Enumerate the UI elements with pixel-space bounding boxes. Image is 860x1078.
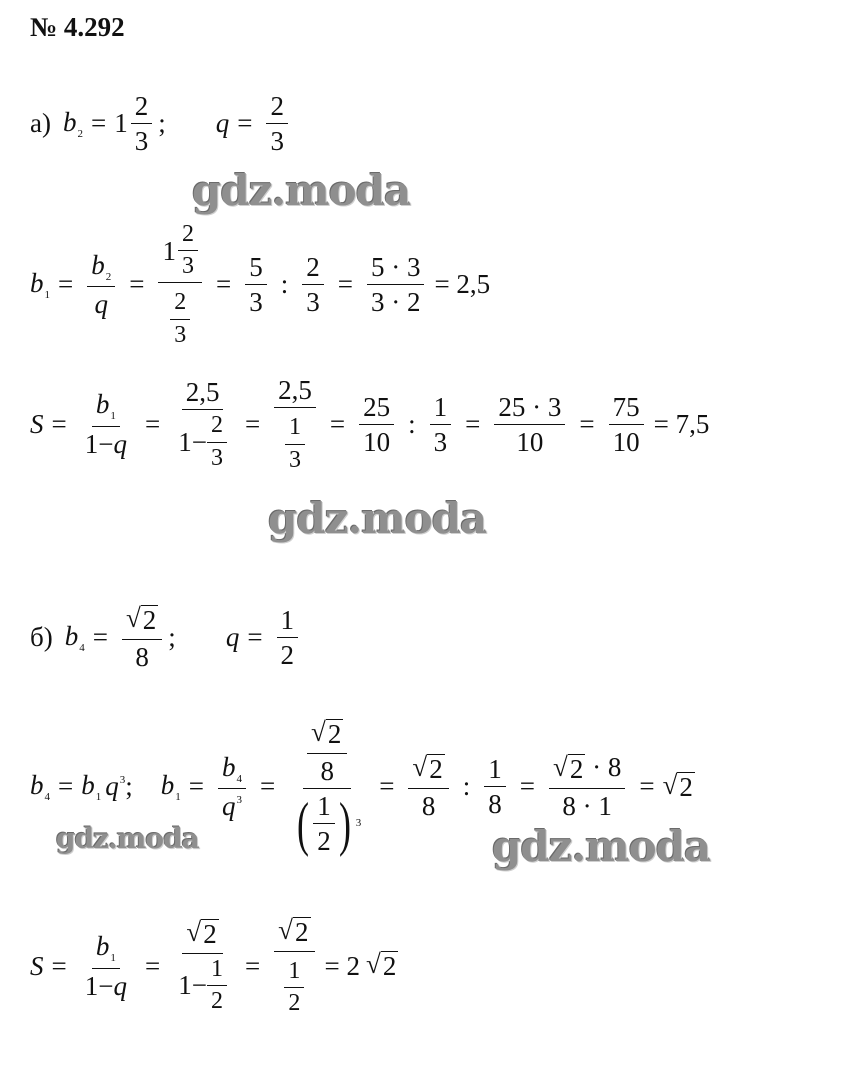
fraction: √ 2 · 8 8 · 1 (549, 753, 625, 820)
part-b-given: б) $b_4$ = √ 2 8 ; q = $\frac{1}{2}$ (30, 604, 304, 671)
fraction: $\frac{b_1}{1-q}$ (84, 931, 127, 1001)
var-b2: $b_2$ (62, 107, 83, 141)
fraction: $\frac{2}{3}$ (266, 92, 288, 156)
fraction: $\frac{25}{10}$ (359, 393, 394, 457)
fraction: $\frac{2}{3}$ (302, 253, 324, 317)
var-S: S (30, 408, 44, 439)
complex-fraction: √ 2 $\frac{1}{2}$ (274, 916, 314, 1016)
watermark: gdz.moda (268, 494, 487, 543)
var-q: q (225, 622, 240, 653)
part-a-sum-calc: S = $\frac{b_1}{1-q}$ = 2,5 1− $\frac{2}{3}$ = $\frac{2,5}{\frac{1}{3}}$ = $\frac{25}{10}$ : $\frac{1}{3}$ = $\frac{25 \cdot 3}{10}$ = $\frac{75}{10}$ = 7,5 (30, 375, 710, 473)
part-b-sum-calc: S = $\frac{b_1}{1-q}$ = √ 2 1− $\frac{1}{2}$ = √ 2 $\frac{1}{2}$ = 2 √ 2 (30, 915, 397, 1016)
fraction: $\frac{75}{10}$ (609, 393, 644, 457)
watermark: gdz.moda (56, 822, 199, 855)
fraction: $\frac{b_4}{q^3}$ (218, 753, 246, 821)
complex-fraction: $\frac{2,5}{\frac{1}{3}}$ (274, 376, 316, 473)
fraction: √ 2 8 (122, 604, 162, 671)
var-b4: $b_4$ (64, 621, 85, 655)
sqrt-sign: √ 2 (365, 948, 397, 981)
fraction: √ 2 8 (408, 753, 448, 820)
complex-fraction: √ 2 1− $\frac{1}{2}$ (174, 918, 231, 1014)
fraction: $\frac{b_1}{1-q}$ (84, 389, 127, 459)
problem-title: № 4.292 (30, 12, 125, 42)
fraction: $\frac{5 \cdot 3}{3 \cdot 2}$ (367, 253, 425, 317)
watermark: gdz.moda (492, 822, 711, 871)
complex-fraction: 2,5 1− $\frac{2}{3}$ (174, 378, 231, 471)
part-a-given: а) $b_2$ = 1 $\frac{2}{3}$ ; q = $\frac{2}{3}$ (30, 92, 294, 156)
part-b-label: б) (30, 622, 53, 653)
mixed-number: 1 $\frac{2}{3}$ (114, 92, 158, 156)
part-a-label: а) (30, 108, 51, 139)
fraction: $\frac{1}{2}$ (277, 606, 299, 670)
var-q: q (215, 108, 230, 139)
fraction: $\frac{25 \cdot 3}{10}$ (494, 393, 565, 457)
sqrt-sign: √ 2 (662, 769, 693, 802)
part-b-b1-calc: $b_4$ = $b_1$ $q^3$ ; $b_1$ = $\frac{b_4}{q^3}$ = √ 2 8 ( $\frac{1}{2}$ ) 3 = √ 2 8 : $\frac{1}{8}$ = √ 2 · 8 8 · 1 = √ 2 (30, 717, 693, 857)
fraction: $\frac{b_2}{q}$ (87, 251, 115, 319)
watermark: gdz.moda (192, 166, 411, 215)
complex-fraction: √ 2 8 ( $\frac{1}{2}$ ) 3 (297, 717, 362, 857)
var-b1: $b_1$ (30, 268, 50, 302)
complex-fraction: 1 $\frac{2}{3}$ $\frac{2}{3}$ (158, 222, 202, 348)
part-a-b1-calc: $b_1$ = $\frac{b_2}{q}$ = 1 $\frac{2}{3}$ $\frac{2}{3}$ = $\frac{5}{3}$ : $\frac{2}{3}$ = $\frac{5 \cdot 3}{3 \cdot 2}$ = 2,5 (30, 221, 491, 348)
sqrt-sign: √ 2 (125, 603, 157, 635)
fraction: $\frac{1}{8}$ (484, 755, 506, 819)
fraction: $\frac{2}{3}$ (131, 92, 153, 156)
fraction: $\frac{1}{3}$ (430, 393, 452, 457)
fraction: $\frac{5}{3}$ (245, 253, 267, 317)
